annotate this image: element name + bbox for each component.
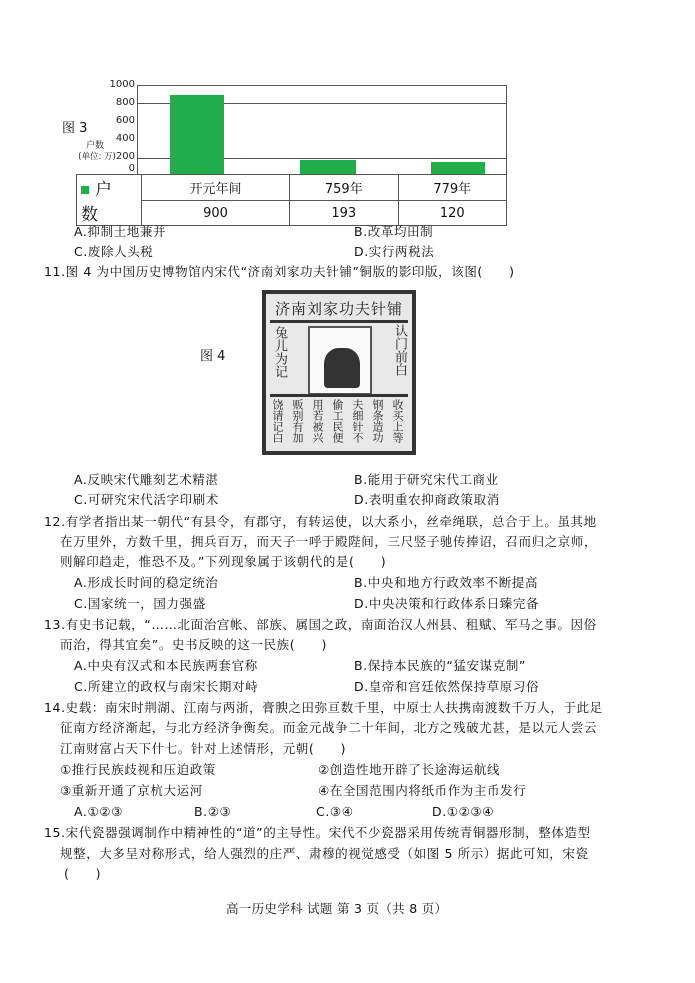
q13-stem-line1: 13.有史书记载，“……北面治宫帐、部族、属国之政，南面治汉人州县、租赋、军马之事。因俗 — [44, 617, 597, 632]
q12-stem-line2: 在万里外，方数千里，拥兵百万，而天子一呼于殿陛间，三尺竖子驰传捧诏，召而归之京师， — [60, 534, 598, 549]
legend-swatch-icon — [81, 186, 89, 194]
q10-option-d: D.实行两税法 — [354, 244, 435, 259]
stamp-right-text: 认门前白 — [392, 324, 407, 376]
q15-stem-line2: 规整，大多呈对称形式，给人强烈的庄严、肃穆的视觉感受（如图 5 所示）据此可知，宋瓷 — [60, 846, 589, 861]
y-tick-0: 0 — [128, 163, 135, 174]
legend-label: 户 数 — [81, 180, 118, 225]
q13-option-b: B.保持本民族的“猛安谋克制” — [354, 658, 527, 673]
q11-option-b: B.能用于研究宋代工商业 — [354, 472, 499, 487]
stamp-title: 济南刘家功夫针铺 — [270, 298, 408, 323]
q14-option-a: A.①②③ — [74, 804, 123, 819]
q15-stem-line3: ( ) — [64, 866, 102, 881]
q10-option-a: A.抑制土地兼并 — [74, 224, 167, 239]
y-tick-600: 600 — [115, 115, 135, 126]
q11-option-c: C.可研究宋代活字印刷术 — [74, 492, 219, 507]
q12-stem-line1: 12.有学者指出某一朝代“有县令，有郡守，有转运使，以大系小，丝牵绳联，总合于上。虽其地 — [44, 514, 597, 529]
q12-option-a: A.形成长时间的稳定统治 — [74, 575, 219, 590]
q13-stem-line2: 而治，得其宜矣”。史书反映的这一民族( ) — [60, 637, 327, 652]
y-axis-label-main: 户数 — [85, 141, 104, 151]
figure-3-label: 图 3 — [62, 121, 88, 136]
y-tick-1000: 1000 — [109, 79, 135, 90]
value-cell: 900 — [142, 201, 290, 226]
value-cell: 120 — [398, 201, 506, 226]
q14-stem-line3: 江南财富占天下什七。针对上述情形，元朝( ) — [60, 741, 347, 756]
q13-option-a: A.中央有汉式和本民族两套官称 — [74, 658, 258, 673]
stamp-left-text: 兔儿为记 — [272, 326, 287, 378]
stamp-bottom-area — [270, 394, 408, 454]
category-cell: 779年 — [398, 175, 506, 201]
q11-stem: 11.图 4 为中国历史博物馆内宋代“济南刘家功夫针铺”铜版的影印版，该图( ) — [44, 264, 515, 279]
q13-option-d: D.皇帝和宫廷依然保持草原习俗 — [354, 679, 540, 694]
stamp-col-text: 收买上等 — [391, 399, 404, 443]
q14-item-4: ④在全国范围内将纸币作为主币发行 — [318, 783, 527, 798]
page-footer: 高一历史学科 试题 第 3 页（共 8 页） — [226, 901, 448, 916]
legend-cell — [77, 175, 142, 226]
stamp-col-text: 钢条造功 — [371, 399, 384, 443]
value-cell: 193 — [290, 201, 398, 226]
q14-item-1: ①推行民族歧视和压迫政策 — [60, 762, 216, 777]
rabbit-icon — [324, 348, 360, 388]
y-tick-400: 400 — [115, 133, 135, 144]
q14-item-3: ③重新开通了京杭大运河 — [60, 783, 203, 798]
stamp-col-text: 用若被兴 — [311, 399, 324, 443]
stamp-col-text: 夫细针不 — [351, 399, 364, 443]
q14-option-b: B.②③ — [194, 804, 232, 819]
y-tick-800: 800 — [115, 97, 135, 108]
q12-option-d: D.中央决策和行政体系日臻完备 — [354, 596, 540, 611]
q10-option-c: C.废除人头税 — [74, 244, 154, 259]
q12-option-b: B.中央和地方行政效率不断提高 — [354, 575, 539, 590]
figure-4-label: 图 4 — [200, 349, 226, 364]
q12-stem-line3: 则解印趋走，惟恐不及。”下列现象属于该朝代的是( ) — [60, 554, 387, 569]
q14-stem-line2: 征南方经济渐起，与北方经济争衡矣。而金元战争二十年间，北方之残破尤甚，是以元人尝云 — [60, 720, 598, 735]
q11-option-a: A.反映宋代雕刻艺术精湛 — [74, 472, 219, 487]
figure-3-chart — [50, 75, 510, 225]
q14-option-c: C.③④ — [316, 804, 354, 819]
stamp-col-text: 贩别有加 — [291, 399, 304, 443]
q14-option-d: D.①②③④ — [432, 804, 495, 819]
figure-4-copper-plate-image — [262, 290, 416, 455]
q10-option-b: B.改革均田制 — [354, 224, 434, 239]
q14-stem-line1: 14.史载：南宋时荆湖、江南与两浙，膏腴之田弥亘数千里，中原士人扶携南渡数千万人，于此足 — [44, 700, 603, 715]
q14-item-2: ②创造性地开辟了长途海运航线 — [318, 762, 501, 777]
bar-kaiyuan — [170, 95, 224, 174]
q15-stem-line1: 15.宋代瓷器强调制作中精神性的“道”的主导性。宋代不少瓷器采用传统青铜器形制，整体造型 — [44, 825, 591, 840]
q13-option-c: C.所建立的政权与南宋长期对峙 — [74, 679, 259, 694]
q12-option-c: C.国家统一，国力强盛 — [74, 596, 206, 611]
category-cell: 759年 — [290, 175, 398, 201]
plot-area — [137, 85, 507, 174]
stamp-col-text: 偷工民便 — [331, 399, 344, 443]
y-axis-label-unit: (单位: 万) — [78, 152, 116, 162]
y-tick-200: 200 — [115, 151, 135, 162]
bar-759 — [300, 160, 356, 174]
q11-option-d: D.表明重农抑商政策取消 — [354, 492, 500, 507]
rabbit-pestle-image — [308, 326, 372, 395]
stamp-col-text: 饶请记白 — [271, 399, 284, 443]
category-cell: 开元年间 — [142, 175, 290, 201]
bar-779 — [431, 162, 485, 174]
chart-data-table — [76, 174, 507, 226]
